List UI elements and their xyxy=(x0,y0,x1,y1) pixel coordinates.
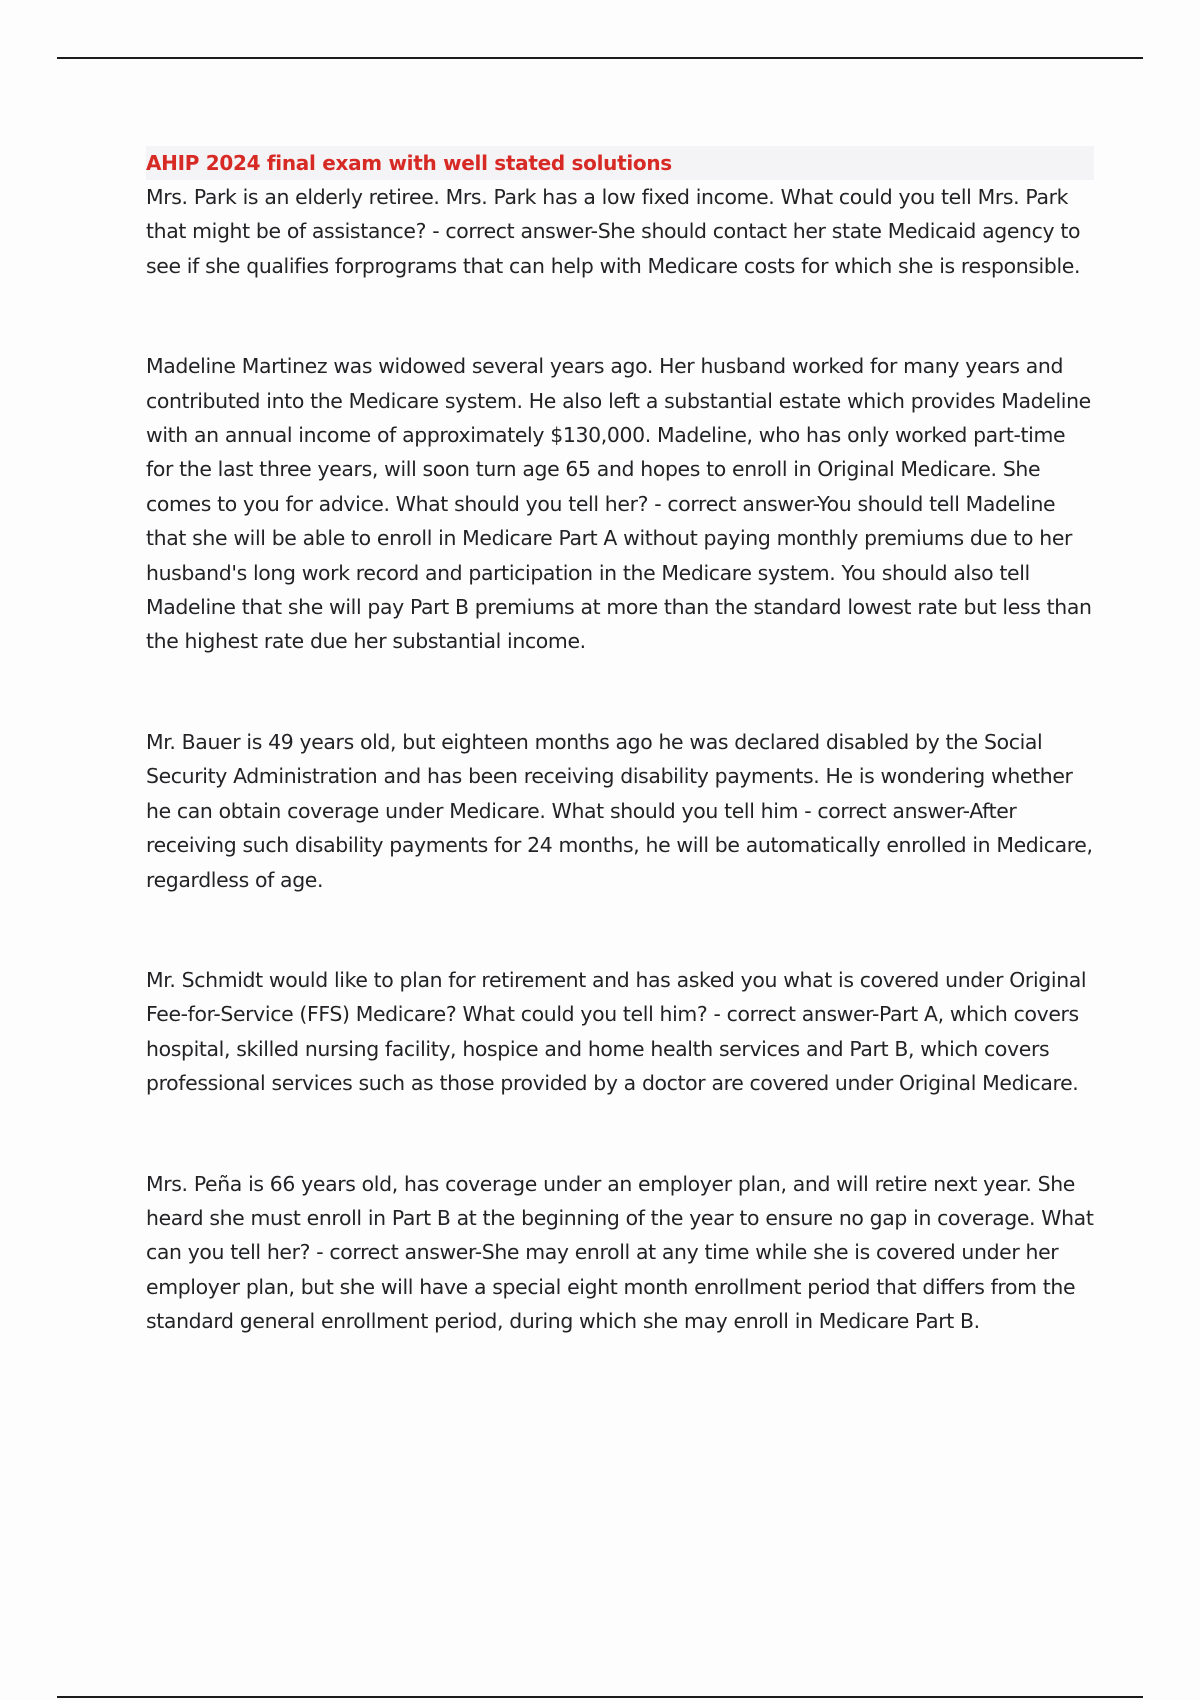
qa-item-bauer: Mr. Bauer is 49 years old, but eighteen months ago he was declared disabled by the Social Security Administration and has been receiving disability payments. He is wondering whether he can obtain coverage under Medicare. What should you tell him - correct answer-After receiving such disability payments for 24 months, he will be automatically enrolled in Medicare, regardless of age. xyxy=(146,729,1093,892)
qa-item-schmidt: Mr. Schmidt would like to plan for retirement and has asked you what is covered under Original Fee-for-Service (FFS) Medicare? What could you tell him? - correct answer-Part A, which covers hospital, skilled nursing facility, hospice and home health services and Part B, which covers professional services such as those provided by a doctor are covered under Original Medicare. xyxy=(146,967,1087,1096)
qa-item-pena: Mrs. Peña is 66 years old, has coverage under an employer plan, and will retire next year. She heard she must enroll in Part B at the beginning of the year to ensure no gap in coverage. What can you tell her? - correct answer-She may enroll at any time while she is covered under her employer plan, but she will have a special eight month enrollment period that differs from the standard general enrollment period, during which she may enroll in Medicare Part B. xyxy=(146,1171,1094,1334)
qa-item-martinez: Madeline Martinez was widowed several years ago. Her husband worked for many years and contributed into the Medicare system. He also left a substantial estate which provides Madeline with an annual income of approximately $130,000. Madeline, who has only worked part-time for the last three years, will soon turn age 65 and hopes to enroll in Original Medicare. She comes to you for advice. What should you tell her? - correct answer-You should tell Madeline that she will be able to enroll in Medicare Part A without paying monthly premiums due to her husband's long work record and participation in the Medicare system. You should also tell Madeline that she will pay Part B premiums at more than the standard lowest rate but less than the highest rate due her substantial income. xyxy=(146,354,1092,654)
header-rule xyxy=(57,57,1143,59)
qa-item-park: Mrs. Park is an elderly retiree. Mrs. Park has a low fixed income. What could you tell Mrs. Park that might be of assistance? - correct answer-She should contact her state Medicaid agency to see if she qualifies forprograms that can help with Medicare costs for which she is responsible. xyxy=(146,185,1081,278)
title-bar xyxy=(146,146,1094,180)
document-title: AHIP 2024 final exam with well stated solutions xyxy=(146,151,672,175)
page-content xyxy=(146,146,1094,1339)
footer-rule xyxy=(57,1696,1143,1698)
